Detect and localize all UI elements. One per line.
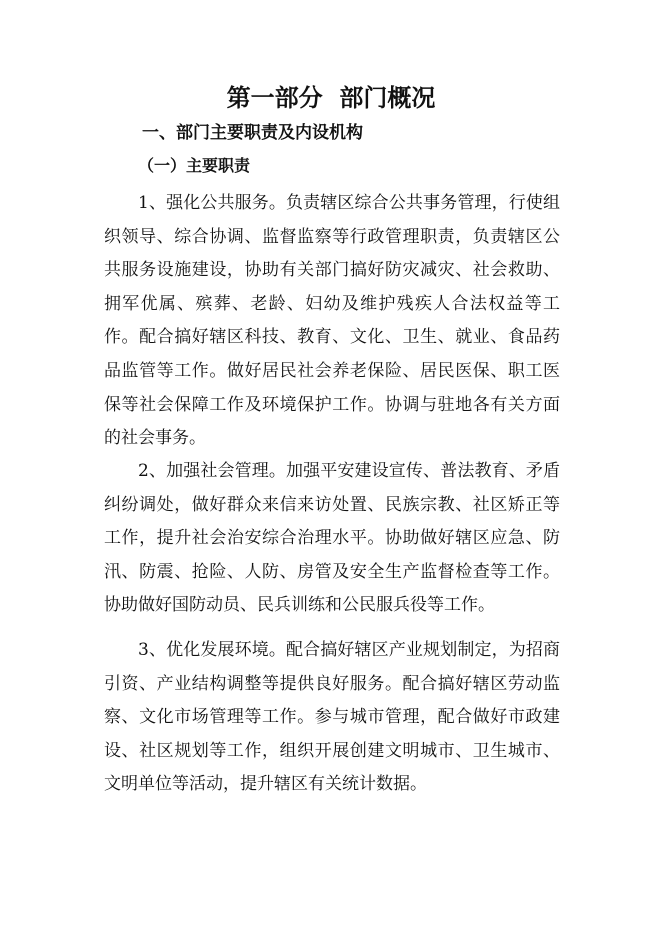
paragraph-public-service: 1、强化公共服务。负责辖区综合公共事务管理，行使组织领导、综合协调、监督监察等行政管理职责，负责辖区公共服务设施建设，协助有关部门搞好防灾减灾、社会救助、拥军优属、殡葬、老龄、妇幼及维护残疾人合法权益等工作。配合搞好辖区科技、教育、文化、卫生、就业、食品药品监管等工作。做好居民社会养老保险、居民医保、职工医保等社会保障工作及环境保护工作。协调与驻地各有关方面的社会事务。 [104, 193, 560, 449]
section-heading: 一、部门主要职责及内设机构 [142, 123, 363, 143]
paragraph-social-management: 2、加强社会管理。加强平安建设宣传、普法教育、矛盾纠纷调处，做好群众来信来访处置、民族宗教、社区矫正等工作，提升社会治安综合治理水平。协助做好辖区应急、防汛、防震、抢险、人防、房管及安全生产监督检查等工作。协助做好国防动员、民兵训练和公民服兵役等工作。 [104, 461, 560, 616]
page-title: 第一部分 部门概况 [226, 84, 436, 112]
subsection-heading: （一）主要职责 [138, 156, 251, 175]
paragraph-development-environment: 3、优化发展环境。配合搞好辖区产业规划制定，为招商引资、产业结构调整等提供良好服务。配合搞好辖区劳动监察、文化市场管理等工作。参与城市管理，配合做好市政建设、社区规划等工作，组织开展创建文明城市、卫生城市、文明单位等活动，提升辖区有关统计数据。 [104, 640, 560, 795]
